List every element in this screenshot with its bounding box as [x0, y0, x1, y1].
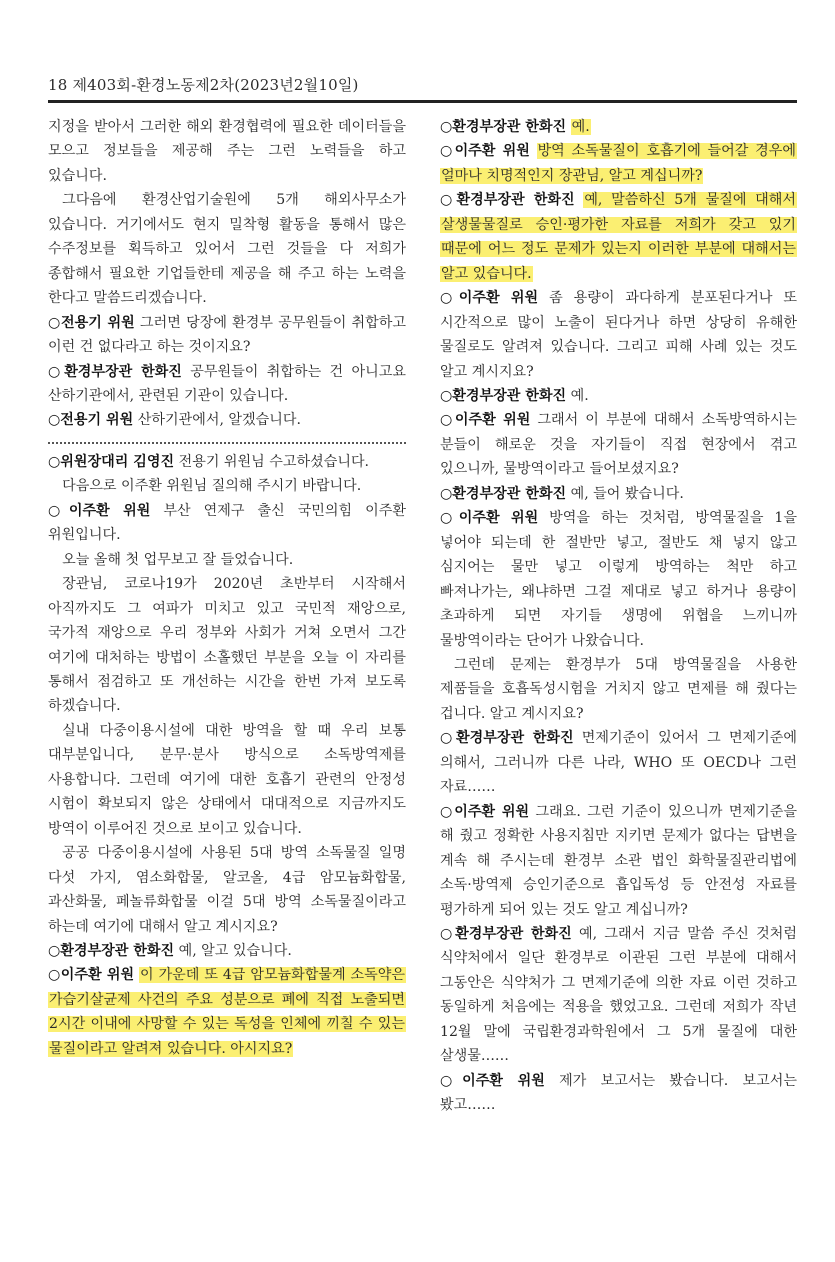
speech-text: 장관님, 코로나19가 2020년 초반부터 시작해서 아직까지도 그 여파가 미치고 있고 국민적 재앙으로, 국가적 재앙으로 우리 정부와 사회가 거쳐 오면서 그간 여기에 대처하는 방법이 소홀했던 부분을 오늘 이 자리를 통해서 점검하고 또 개선하는 시간을 한번 가져 보도록 하겠습니다.	[48, 576, 406, 715]
speech-paragraph	[440, 726, 797, 799]
speech-text: 예, 들어 봤습니다.	[570, 485, 684, 502]
highlighted-text: 이 가운데 또 4급 암모늄화합물계 소독약은 가습기살균제 사건의 주요 성분으로 폐에 직접 노출되면 2시간 이내에 사망할 수 있는 독성을 인체에 끼칠 수 있는 물질이라고 알려져 있습니다. 아시지요?	[49, 967, 405, 1057]
right-column	[440, 115, 797, 1118]
highlighted-text: 예, 말씀하신 5개 물질에 대해서 살생물물질로 승인·평가한 자료를 저희가 갖고 있기 때문에 어느 정도 문제가 있는지 이러한 부분에 대해서는 알고 있습니다.	[441, 192, 796, 282]
speaker-name: ○이주환 위원	[48, 502, 151, 519]
speech-paragraph	[440, 286, 797, 384]
speech-text: 부산 연제구 출신 국민의힘 이주환 위원입니다.	[48, 502, 406, 544]
text-paragraph	[48, 548, 406, 572]
text-paragraph	[48, 188, 406, 310]
speaker-name: ○이주환 위원	[440, 510, 539, 527]
speaker-name: ○이주환 위원	[440, 803, 530, 820]
speech-text: 그다음에 환경산업기술원에 5개 해외사무소가 있습니다. 거기에서도 현지 밀착형 활동을 통해서 많은 수주정보를 획득하고 있어서 그런 것들을 다 저희가 종합해서 필요한 기업들한테 제공을 해 주고 하는 노력을 한다고 말씀드리겠습니다.	[48, 192, 406, 307]
speaker-name: ○환경부장관 한화진	[440, 485, 567, 502]
speech-text: 예.	[570, 387, 589, 404]
speech-text: 방역을 하는 것처럼, 방역물질을 1을 넣어야 되는데 한 절반만 넣고, 절반도 채 넣지 않고 심지어는 물만 넣고 이렇게 방역하는 척만 하고 빠져나가는, 왜냐하면 그걸 제대로 넣고 하거나 용량이 초과하게 되면 자기들 생명에 위협을 느끼니까 물방역이라는 단어가 나왔습니다.	[440, 510, 797, 649]
speaker-name: ○환경부장관 한화진	[48, 942, 175, 959]
speaker-name: ○이주환 위원	[440, 412, 531, 429]
speech-paragraph	[440, 188, 797, 286]
speaker-name: ○환경부장관 한화진	[440, 119, 567, 135]
speech-paragraph	[48, 499, 406, 548]
speech-paragraph	[440, 482, 797, 506]
speech-text: 실내 다중이용시설에 대한 방역을 할 때 우리 보통 대부분입니다, 분무·분사 방식으로 소독방역제를 사용합니다. 그런데 여기에 대한 호흡기 관련의 안정성 시험이 확보되지 않은 상태에서 대대적으로 지금까지도 방역이 이루어진 것으로 보이고 있습니다.	[48, 722, 406, 837]
section-separator	[48, 442, 406, 444]
speech-text: 그러면 당장에 환경부 공무원들이 취합하고 이런 건 없다라고 하는 것이지요?	[48, 314, 406, 356]
speech-paragraph	[48, 311, 406, 360]
header-rule	[48, 100, 797, 103]
speech-text: 제가 보고서는 봤습니다. 보고서는 봤고……	[440, 1072, 797, 1114]
speech-paragraph	[48, 939, 406, 963]
speech-text: 전용기 위원님 수고하셨습니다.	[178, 453, 370, 470]
speech-paragraph	[48, 360, 406, 409]
speech-paragraph	[440, 922, 797, 1069]
speech-text: 다음으로 이주환 위원님 질의해 주시기 바랍니다.	[62, 478, 362, 495]
speech-text: 그래서 이 부분에 대해서 소독방역하시는 분들이 해로운 것을 자기들이 직접 현장에서 겪고 있으니까, 물방역이라고 들어보셨지요?	[440, 412, 798, 478]
speaker-name: ○이주환 위원	[440, 290, 539, 307]
speech-paragraph	[440, 115, 797, 139]
text-paragraph	[48, 115, 406, 188]
speech-paragraph	[440, 506, 797, 653]
speech-text: 오늘 올해 첫 업무보고 잘 들었습니다.	[62, 551, 294, 568]
highlighted-text: 예.	[571, 119, 590, 135]
text-paragraph	[48, 474, 406, 498]
speech-text: 지정을 받아서 그러한 해외 환경협력에 필요한 데이터들을 모으고 정보들을 제공해 주는 그런 노력들을 하고 있습니다.	[48, 119, 406, 184]
highlighted-text: 방역 소독물질이 호흡기에 들어갈 경우에 얼마나 치명적인지 장관님, 알고 계십니까?	[441, 143, 796, 184]
speaker-name: ○환경부장관 한화진	[440, 387, 567, 404]
text-paragraph	[48, 719, 406, 841]
speech-text: 공공 다중이용시설에 사용된 5대 방역 소독물질 일명 다섯 가지, 염소화합물, 알코올, 4급 암모늄화합물, 과산화물, 페놀류화합물 이걸 5대 방역 소독물질이라고 하는데 여기에 대해서 알고 계시지요?	[48, 845, 406, 935]
text-paragraph	[48, 841, 406, 939]
speaker-name: ○환경부장관 한화진	[440, 192, 575, 209]
speech-text: 면제기준이 있어서 그 면제기준에 의해서, 그러니까 다른 나라, WHO 또 OECD나 그런 자료……	[440, 730, 798, 796]
speaker-name: ○환경부장관 한화진	[440, 925, 572, 942]
speech-text: 공무원들이 취합하는 건 아니고요 산하기관에서, 관련된 기관이 있습니다.	[48, 363, 406, 404]
speaker-name: ○전용기 위원	[48, 412, 134, 429]
speaker-name: ○환경부장관 한화진	[440, 730, 574, 747]
speech-paragraph	[440, 1069, 797, 1118]
speaker-name: ○이주환 위원	[440, 1072, 545, 1089]
speaker-name: ○환경부장관 한화진	[48, 363, 182, 380]
speech-paragraph	[48, 408, 406, 432]
speech-paragraph	[440, 139, 797, 188]
speech-paragraph	[440, 408, 797, 481]
speaker-name: ○전용기 위원	[48, 314, 135, 331]
left-column	[48, 115, 406, 1061]
speaker-name: ○이주환 위원	[440, 143, 530, 160]
speaker-name: ○이주환 위원	[48, 967, 135, 984]
speech-text: 예, 알고 있습니다.	[178, 942, 292, 959]
speech-paragraph	[440, 384, 797, 408]
speaker-name: ○위원장대리 김영진	[48, 453, 175, 470]
speech-paragraph	[48, 450, 406, 474]
speech-paragraph	[440, 800, 797, 922]
speech-text: 좀 용량이 과다하게 분포된다거나 또 시간적으로 많이 노출이 된다거나 하면 상당히 유해한 물질로도 알려져 있습니다. 그리고 피해 사례 있는 것도 알고 계시지요?	[440, 290, 798, 380]
text-paragraph	[440, 653, 797, 726]
speech-text: 산하기관에서, 알겠습니다.	[137, 412, 301, 429]
text-paragraph	[48, 572, 406, 719]
speech-text: 그런데 문제는 환경부가 5대 방역물질을 사용한 제품들을 호흡독성시험을 거치지 않고 면제를 해 줬다는 겁니다. 알고 계시지요?	[440, 656, 797, 722]
speech-paragraph	[48, 963, 406, 1061]
speech-text: 그래요. 그런 기준이 있으니까 면제기준을 해 줬고 정확한 사용지침만 지키면 문제가 없다는 답변을 계속 해 주시는데 환경부 소관 법인 화학물질관리법에 소독·방역제 승인기준으로 흡입독성 등 안전성 자료를 평가하게 되어 있는 것도 알고 계십니까?	[440, 803, 798, 918]
page-header: 18 제403회-환경노동제2차(2023년2월10일)	[48, 76, 359, 94]
speech-text: 예, 그래서 지금 말씀 주신 것처럼 식약처에서 일단 환경부로 이관된 그런 부분에 대해서 그동안은 식약처가 그 면제기준에 의한 자료 이런 것하고 동일하게 처음에는 적용을 했었고요. 그런데 저희가 작년 12월 말에 국립환경과학원에서 그 5개 물질에 대한 살생물……	[440, 925, 797, 1065]
